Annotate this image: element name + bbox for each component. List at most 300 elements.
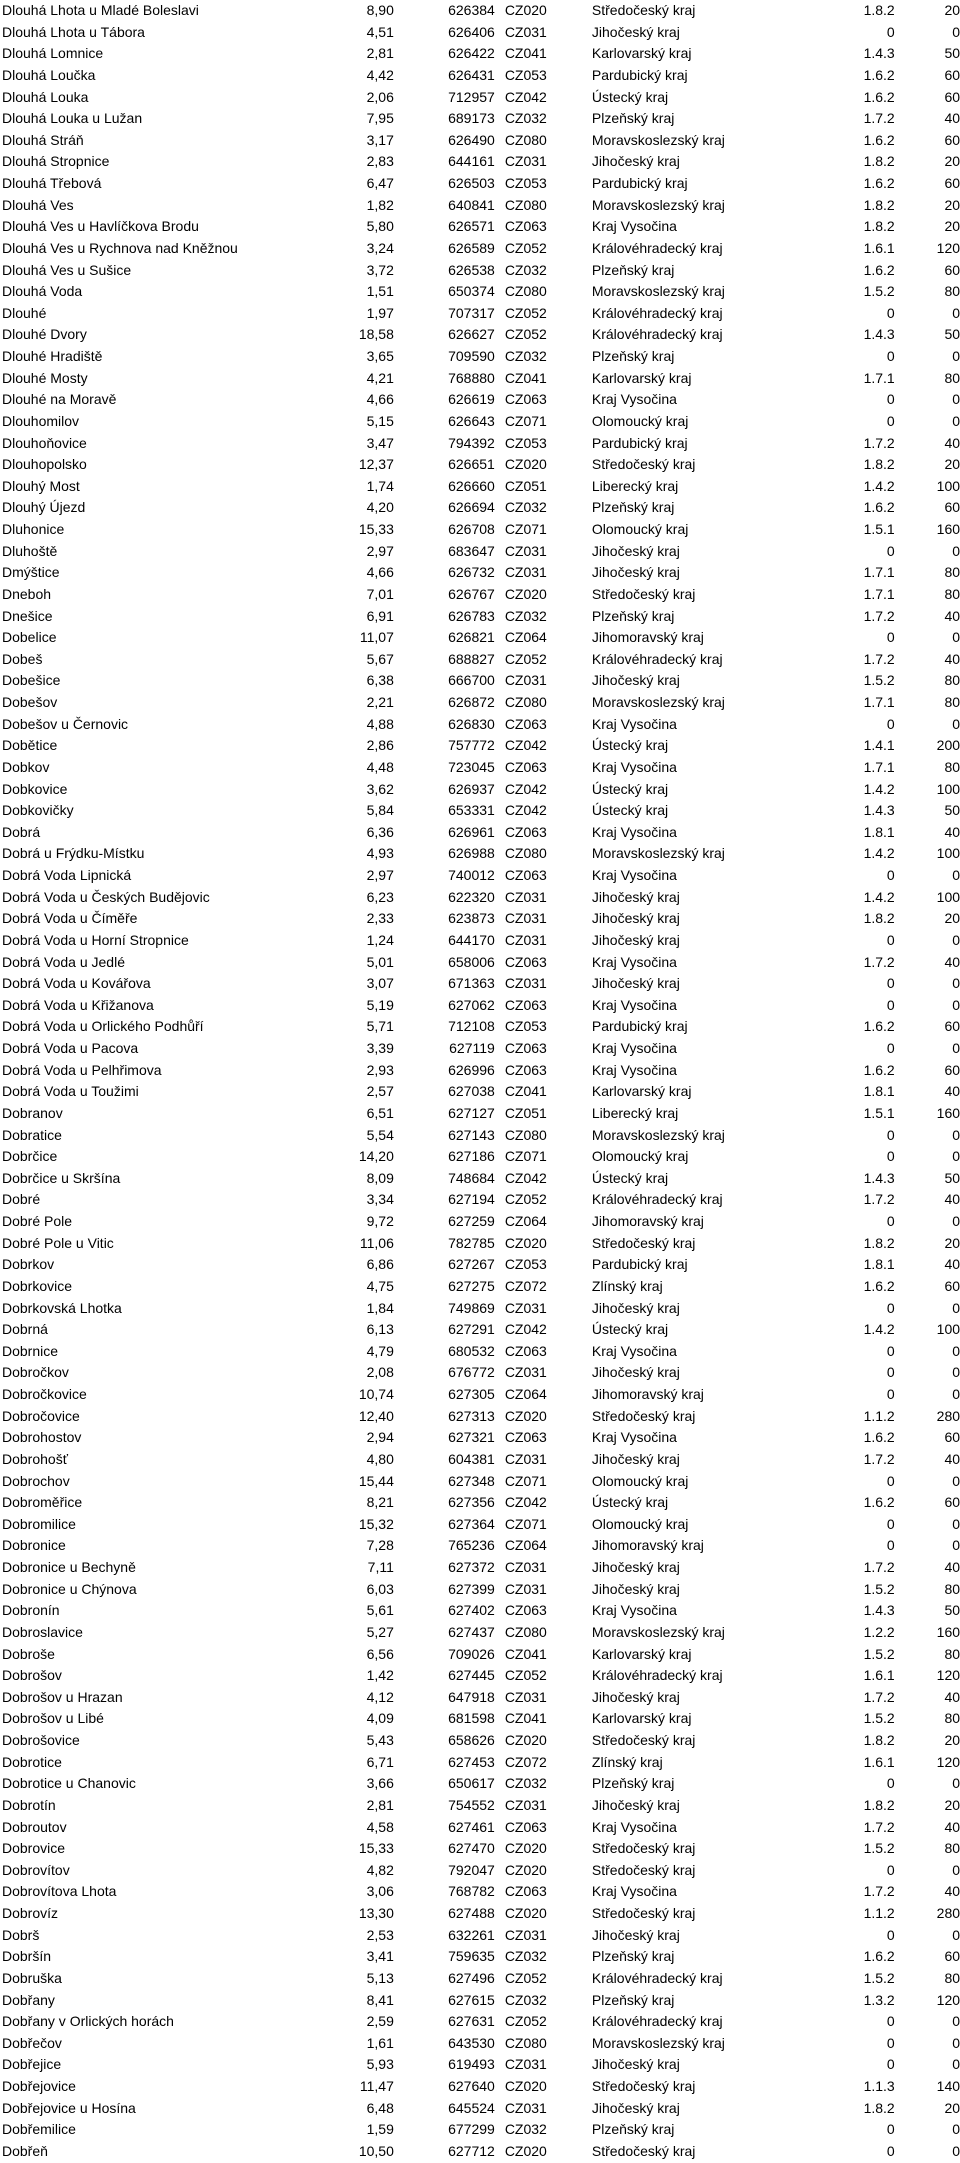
region-name-cell: Královéhradecký kraj xyxy=(591,2013,723,2030)
region-name-cell: Kraj Vysočina xyxy=(591,1602,677,1619)
cadastral-name-cell: Dobrotín xyxy=(2,1796,56,1813)
category-code-cell: 1.6.2 xyxy=(863,1061,895,1078)
cadastral-code-cell: 626783 xyxy=(448,607,495,624)
area-value-cell: 4,79 xyxy=(366,1342,394,1359)
cadastral-code-cell: 626627 xyxy=(448,326,495,343)
rate-value-cell: 100 xyxy=(936,1321,960,1338)
area-value-cell: 12,37 xyxy=(358,456,394,473)
region-name-cell: Ústecký kraj xyxy=(591,802,669,819)
table-row xyxy=(0,2119,960,2141)
category-code-cell: 0 xyxy=(886,2013,895,2030)
category-code-cell: 1.7.2 xyxy=(863,110,895,127)
area-value-cell: 2,83 xyxy=(366,153,394,170)
rate-value-cell: 40 xyxy=(944,823,960,840)
region-code-cell: CZ080 xyxy=(504,1126,547,1143)
region-name-cell: Moravskoslezský kraj xyxy=(591,845,725,862)
region-code-cell: CZ063 xyxy=(504,1883,547,1900)
area-value-cell: 4,82 xyxy=(366,1861,394,1878)
rate-value-cell: 20 xyxy=(944,1732,960,1748)
category-code-cell: 1.7.1 xyxy=(863,369,895,386)
cadastral-code-cell: 627062 xyxy=(448,996,495,1013)
region-name-cell: Liberecký kraj xyxy=(591,1104,679,1121)
cadastral-name-cell: Dobřečov xyxy=(2,2034,62,2051)
cadastral-code-cell: 757772 xyxy=(448,737,495,754)
rate-value-cell: 80 xyxy=(944,1645,960,1662)
category-code-cell: 1.4.2 xyxy=(863,780,895,797)
region-code-cell: CZ032 xyxy=(504,110,547,127)
rate-value-cell: 0 xyxy=(952,2056,960,2073)
rate-value-cell: 0 xyxy=(952,2013,960,2030)
cadastral-name-cell: Dobrá xyxy=(2,823,41,840)
region-name-cell: Královéhradecký kraj xyxy=(591,1969,723,1986)
region-code-cell: CZ080 xyxy=(504,845,547,862)
region-name-cell: Plzeňský kraj xyxy=(591,499,675,516)
region-name-cell: Kraj Vysočina xyxy=(591,1818,677,1835)
region-code-cell: CZ053 xyxy=(504,1018,547,1035)
cadastral-name-cell: Dobrošovice xyxy=(2,1732,80,1748)
rate-value-cell: 0 xyxy=(952,1364,960,1381)
table-row xyxy=(0,1341,960,1363)
category-code-cell: 0 xyxy=(886,542,895,559)
cadastral-name-cell: Dlouhý Újezd xyxy=(2,499,86,516)
table-row xyxy=(0,1103,960,1125)
region-code-cell: CZ064 xyxy=(504,1213,547,1229)
category-code-cell: 1.5.2 xyxy=(863,672,895,689)
rate-value-cell: 50 xyxy=(944,326,960,343)
region-name-cell: Ústecký kraj xyxy=(591,1169,669,1186)
cadastral-name-cell: Dobřejovice u Hosína xyxy=(2,2099,136,2116)
region-code-cell: CZ080 xyxy=(504,694,547,710)
cadastral-name-cell: Dobromilice xyxy=(2,1515,76,1532)
region-code-cell: CZ042 xyxy=(504,1169,547,1186)
region-name-cell: Středočeský kraj xyxy=(591,585,696,602)
area-value-cell: 4,88 xyxy=(366,715,394,732)
area-value-cell: 1,42 xyxy=(366,1667,394,1684)
region-name-cell: Pardubický kraj xyxy=(591,175,688,191)
cadastral-name-cell: Dobrá u Frýdku-Místku xyxy=(2,845,145,862)
area-value-cell: 1,61 xyxy=(366,2034,394,2051)
rate-value-cell: 100 xyxy=(936,845,960,862)
rate-value-cell: 0 xyxy=(952,1342,960,1359)
area-value-cell: 4,42 xyxy=(366,66,394,83)
table-row xyxy=(0,1881,960,1903)
region-name-cell: Jihočeský kraj xyxy=(591,1926,680,1943)
rate-value-cell: 0 xyxy=(952,2142,960,2159)
category-code-cell: 1.8.2 xyxy=(863,1732,895,1748)
table-row xyxy=(0,0,960,22)
area-value-cell: 14,20 xyxy=(358,1148,394,1165)
region-name-cell: Jihomoravský kraj xyxy=(591,1537,704,1554)
rate-value-cell: 0 xyxy=(952,2034,960,2051)
region-code-cell: CZ041 xyxy=(504,1645,547,1662)
region-code-cell: CZ064 xyxy=(504,629,547,646)
table-row xyxy=(0,843,960,865)
table-row xyxy=(0,1146,960,1168)
rate-value-cell: 40 xyxy=(944,1883,960,1900)
region-name-cell: Středočeský kraj xyxy=(591,456,696,473)
region-code-cell: CZ052 xyxy=(504,304,547,321)
rate-value-cell: 0 xyxy=(952,1537,960,1554)
cadastral-name-cell: Dobrnice xyxy=(2,1342,59,1359)
area-value-cell: 3,34 xyxy=(366,1191,394,1208)
region-code-cell: CZ071 xyxy=(504,1148,547,1165)
rate-value-cell: 40 xyxy=(944,1191,960,1208)
cadastral-name-cell: Dobrohošť xyxy=(2,1450,68,1467)
table-row xyxy=(0,1925,960,1947)
rate-value-cell: 120 xyxy=(936,1753,960,1770)
cadastral-name-cell: Dobešov xyxy=(2,694,58,710)
rate-value-cell: 40 xyxy=(944,650,960,667)
region-name-cell: Karlovarský kraj xyxy=(591,45,692,62)
category-code-cell: 0 xyxy=(886,412,895,429)
area-value-cell: 3,47 xyxy=(366,434,394,451)
area-value-cell: 2,08 xyxy=(366,1364,394,1381)
table-row xyxy=(0,1535,960,1557)
region-name-cell: Moravskoslezský kraj xyxy=(591,1126,725,1143)
region-code-cell: CZ032 xyxy=(504,261,547,278)
region-name-cell: Jihočeský kraj xyxy=(591,931,680,948)
category-code-cell: 1.7.2 xyxy=(863,1688,895,1705)
region-code-cell: CZ080 xyxy=(504,1623,547,1640)
table-row xyxy=(0,1514,960,1536)
region-code-cell: CZ041 xyxy=(504,369,547,386)
area-value-cell: 6,38 xyxy=(366,672,394,689)
category-code-cell: 1.5.2 xyxy=(863,1580,895,1597)
region-name-cell: Zlínský kraj xyxy=(591,1753,663,1770)
cadastral-name-cell: Dobrkovice xyxy=(2,1277,73,1294)
cadastral-name-cell: Dobronice xyxy=(2,1537,66,1554)
cadastral-code-cell: 650617 xyxy=(448,1775,495,1792)
cadastral-code-cell: 658006 xyxy=(448,953,495,970)
cadastral-code-cell: 627470 xyxy=(448,1840,495,1857)
cadastral-code-cell: 627305 xyxy=(448,1386,495,1402)
category-code-cell: 1.8.2 xyxy=(863,2099,895,2116)
region-name-cell: Jihočeský kraj xyxy=(591,1299,680,1316)
cadastral-code-cell: 627321 xyxy=(448,1429,495,1446)
rate-value-cell: 160 xyxy=(936,1104,960,1121)
cadastral-name-cell: Dobrš xyxy=(2,1926,40,1943)
region-name-cell: Pardubický kraj xyxy=(591,434,688,451)
table-row xyxy=(0,973,960,995)
rate-value-cell: 0 xyxy=(952,1040,960,1056)
cadastral-name-cell: Dobrohostov xyxy=(2,1429,82,1446)
region-name-cell: Jihočeský kraj xyxy=(591,1450,680,1467)
table-row xyxy=(0,1579,960,1601)
rate-value-cell: 0 xyxy=(952,996,960,1013)
area-value-cell: 3,65 xyxy=(366,348,394,364)
region-code-cell: CZ020 xyxy=(504,2,547,18)
region-name-cell: Karlovarský kraj xyxy=(591,1645,692,1662)
cadastral-code-cell: 647918 xyxy=(448,1688,495,1705)
region-code-cell: CZ063 xyxy=(504,1061,547,1078)
area-value-cell: 2,81 xyxy=(366,1796,394,1813)
category-code-cell: 1.8.1 xyxy=(863,1083,895,1100)
cadastral-code-cell: 626996 xyxy=(448,1061,495,1078)
cadastral-name-cell: Dobroutov xyxy=(2,1818,67,1835)
cadastral-code-cell: 723045 xyxy=(448,758,495,775)
rate-value-cell: 20 xyxy=(944,218,960,235)
rate-value-cell: 0 xyxy=(952,931,960,948)
table-row xyxy=(0,346,960,368)
cadastral-name-cell: Dlouhá Ves u Rychnova nad Kněžnou xyxy=(2,239,238,256)
table-row xyxy=(0,1946,960,1968)
region-name-cell: Kraj Vysočina xyxy=(591,391,677,408)
region-code-cell: CZ071 xyxy=(504,1472,547,1489)
area-value-cell: 2,33 xyxy=(366,910,394,927)
table-row xyxy=(0,1168,960,1190)
rate-value-cell: 0 xyxy=(952,1126,960,1143)
area-value-cell: 2,93 xyxy=(366,1061,394,1078)
cadastral-code-cell: 644170 xyxy=(448,931,495,948)
region-code-cell: CZ031 xyxy=(504,1926,547,1943)
category-code-cell: 1.8.2 xyxy=(863,218,895,235)
table-row xyxy=(0,865,960,887)
region-name-cell: Plzeňský kraj xyxy=(591,110,675,127)
rate-value-cell: 0 xyxy=(952,1861,960,1878)
rate-value-cell: 80 xyxy=(944,672,960,689)
table-row xyxy=(0,1990,960,2012)
category-code-cell: 1.8.2 xyxy=(863,2,895,18)
cadastral-name-cell: Dobrá Voda u Křižanova xyxy=(2,996,154,1013)
table-row xyxy=(0,1968,960,1990)
area-value-cell: 7,11 xyxy=(367,1559,394,1575)
area-value-cell: 3,62 xyxy=(366,780,394,797)
rate-value-cell: 40 xyxy=(944,1688,960,1705)
table-row xyxy=(0,433,960,455)
region-name-cell: Plzeňský kraj xyxy=(591,1991,675,2008)
cadastral-code-cell: 627399 xyxy=(448,1580,495,1597)
region-name-cell: Ústecký kraj xyxy=(591,88,669,105)
area-value-cell: 5,27 xyxy=(366,1623,394,1640)
category-code-cell: 1.8.2 xyxy=(863,1796,895,1813)
table-row xyxy=(0,1903,960,1925)
cadastral-name-cell: Dlouhé na Moravě xyxy=(2,391,117,408)
region-name-cell: Královéhradecký kraj xyxy=(591,326,723,343)
category-code-cell: 0 xyxy=(886,715,895,732)
cadastral-name-cell: Dobeš xyxy=(2,650,43,667)
cadastral-name-cell: Dobřemilice xyxy=(2,2121,76,2138)
cadastral-name-cell: Dobrá Voda u Kovářova xyxy=(2,975,151,992)
rate-value-cell: 0 xyxy=(952,348,960,364)
cadastral-name-cell: Dlouhá Třebová xyxy=(2,175,102,191)
table-row xyxy=(0,1081,960,1103)
region-name-cell: Středočeský kraj xyxy=(591,1407,696,1424)
region-name-cell: Středočeský kraj xyxy=(591,2,696,18)
cadastral-name-cell: Dlouhá Louka xyxy=(2,88,89,105)
rate-value-cell: 0 xyxy=(952,629,960,646)
area-value-cell: 6,51 xyxy=(366,1104,394,1121)
cadastral-code-cell: 626708 xyxy=(448,521,495,537)
region-code-cell: CZ032 xyxy=(504,1991,547,2008)
area-value-cell: 9,72 xyxy=(366,1213,394,1229)
region-name-cell: Jihomoravský kraj xyxy=(591,1386,704,1402)
table-row xyxy=(0,670,960,692)
category-code-cell: 1.4.1 xyxy=(863,737,895,754)
category-code-cell: 0 xyxy=(886,996,895,1013)
category-code-cell: 0 xyxy=(886,1861,895,1878)
region-code-cell: CZ042 xyxy=(504,1494,547,1511)
table-row xyxy=(0,627,960,649)
cadastral-name-cell: Dlouhoňovice xyxy=(2,434,87,451)
table-row xyxy=(0,1384,960,1406)
cadastral-name-cell: Dobrá Voda Lipnická xyxy=(2,867,132,883)
category-code-cell: 1.5.1 xyxy=(863,1104,895,1121)
region-name-cell: Pardubický kraj xyxy=(591,1018,688,1035)
region-name-cell: Ústecký kraj xyxy=(591,1494,669,1511)
region-code-cell: CZ051 xyxy=(504,1104,547,1121)
region-code-cell: CZ063 xyxy=(504,1429,547,1446)
cadastral-name-cell: Dobršín xyxy=(2,1948,52,1965)
area-value-cell: 3,24 xyxy=(366,239,394,256)
area-value-cell: 8,09 xyxy=(366,1169,394,1186)
table-row xyxy=(0,1838,960,1860)
region-code-cell: CZ042 xyxy=(504,737,547,754)
category-code-cell: 1.6.1 xyxy=(863,239,895,256)
table-row xyxy=(0,584,960,606)
region-code-cell: CZ063 xyxy=(504,218,547,235)
region-code-cell: CZ063 xyxy=(504,1602,547,1619)
rate-value-cell: 100 xyxy=(936,780,960,797)
cadastral-code-cell: 645524 xyxy=(448,2099,495,2116)
table-row xyxy=(0,757,960,779)
region-name-cell: Jihočeský kraj xyxy=(591,564,680,581)
rate-value-cell: 50 xyxy=(944,802,960,819)
region-code-cell: CZ031 xyxy=(504,910,547,927)
cadastral-code-cell: 626660 xyxy=(448,477,495,494)
table-row xyxy=(0,476,960,498)
cadastral-code-cell: 626384 xyxy=(448,2,495,18)
area-value-cell: 1,59 xyxy=(366,2121,394,2138)
cadastral-name-cell: Dobrošov u Hrazan xyxy=(2,1688,123,1705)
category-code-cell: 0 xyxy=(886,1537,895,1554)
cadastral-code-cell: 626830 xyxy=(448,715,495,732)
region-code-cell: CZ031 xyxy=(504,1688,547,1705)
region-name-cell: Moravskoslezský kraj xyxy=(591,2034,725,2051)
category-code-cell: 1.4.3 xyxy=(863,1169,895,1186)
cadastral-code-cell: 712957 xyxy=(448,88,495,105)
area-value-cell: 2,86 xyxy=(366,737,394,754)
region-name-cell: Kraj Vysočina xyxy=(591,1061,677,1078)
rate-value-cell: 0 xyxy=(952,2121,960,2138)
cadastral-code-cell: 666700 xyxy=(448,672,495,689)
cadastral-code-cell: 627631 xyxy=(448,2013,495,2030)
table-row xyxy=(0,1362,960,1384)
region-name-cell: Plzeňský kraj xyxy=(591,2121,675,2138)
rate-value-cell: 40 xyxy=(944,1559,960,1575)
table-row xyxy=(0,800,960,822)
category-code-cell: 1.4.3 xyxy=(863,802,895,819)
cadastral-name-cell: Dnešice xyxy=(2,607,53,624)
cadastral-code-cell: 626872 xyxy=(448,694,495,710)
region-name-cell: Karlovarský kraj xyxy=(591,1083,692,1100)
area-value-cell: 3,17 xyxy=(366,131,394,148)
category-code-cell: 1.5.2 xyxy=(863,1840,895,1857)
table-row xyxy=(0,1600,960,1622)
rate-value-cell: 0 xyxy=(952,1299,960,1316)
cadastral-code-cell: 712108 xyxy=(448,1018,495,1035)
cadastral-name-cell: Dobřejovice xyxy=(2,2078,76,2094)
area-value-cell: 4,66 xyxy=(366,391,394,408)
cadastral-code-cell: 626694 xyxy=(448,499,495,516)
table-row xyxy=(0,1492,960,1514)
cadastral-code-cell: 627194 xyxy=(448,1191,495,1208)
region-code-cell: CZ020 xyxy=(504,2142,547,2159)
table-row xyxy=(0,216,960,238)
category-code-cell: 1.4.2 xyxy=(863,477,895,494)
category-code-cell: 0 xyxy=(886,1213,895,1229)
area-value-cell: 6,03 xyxy=(366,1580,394,1597)
table-row xyxy=(0,1276,960,1298)
area-value-cell: 15,33 xyxy=(358,521,394,537)
area-value-cell: 6,47 xyxy=(366,175,394,191)
region-name-cell: Jihočeský kraj xyxy=(591,2099,680,2116)
table-row xyxy=(0,497,960,519)
rate-value-cell: 40 xyxy=(944,953,960,970)
region-name-cell: Liberecký kraj xyxy=(591,477,679,494)
cadastral-name-cell: Dobrá Voda u Toužimi xyxy=(2,1083,139,1100)
cadastral-name-cell: Dlouhopolsko xyxy=(2,456,87,473)
region-code-cell: CZ051 xyxy=(504,477,547,494)
cadastral-code-cell: 650374 xyxy=(448,283,495,300)
cadastral-name-cell: Dobronín xyxy=(2,1602,60,1619)
area-value-cell: 15,32 xyxy=(358,1515,394,1532)
cadastral-code-cell: 643530 xyxy=(448,2034,495,2051)
category-code-cell: 0 xyxy=(886,2056,895,2073)
cadastral-code-cell: 627372 xyxy=(448,1559,495,1575)
category-code-cell: 1.4.2 xyxy=(863,845,895,862)
category-code-cell: 1.6.2 xyxy=(863,499,895,516)
cadastral-code-cell: 627291 xyxy=(448,1321,495,1338)
rate-value-cell: 40 xyxy=(944,1083,960,1100)
table-row xyxy=(0,952,960,974)
region-code-cell: CZ052 xyxy=(504,1969,547,1986)
rate-value-cell: 0 xyxy=(952,975,960,992)
region-code-cell: CZ063 xyxy=(504,758,547,775)
region-name-cell: Královéhradecký kraj xyxy=(591,239,723,256)
area-value-cell: 5,84 xyxy=(366,802,394,819)
category-code-cell: 1.6.2 xyxy=(863,261,895,278)
table-row xyxy=(0,1189,960,1211)
cadastral-code-cell: 626643 xyxy=(448,412,495,429)
region-code-cell: CZ041 xyxy=(504,1083,547,1100)
rate-value-cell: 60 xyxy=(944,66,960,83)
region-code-cell: CZ063 xyxy=(504,1342,547,1359)
cadastral-code-cell: 627488 xyxy=(448,1905,495,1921)
category-code-cell: 1.7.1 xyxy=(863,694,895,710)
region-name-cell: Středočeský kraj xyxy=(591,1234,696,1251)
region-code-cell: CZ063 xyxy=(504,1818,547,1835)
table-row xyxy=(0,65,960,87)
table-row xyxy=(0,324,960,346)
cadastral-name-cell: Dobrná xyxy=(2,1321,48,1338)
region-name-cell: Plzeňský kraj xyxy=(591,1948,675,1965)
cadastral-code-cell: 626571 xyxy=(448,218,495,235)
cadastral-code-cell: 627267 xyxy=(448,1256,495,1273)
area-value-cell: 4,80 xyxy=(366,1450,394,1467)
region-name-cell: Plzeňský kraj xyxy=(591,1775,675,1792)
region-code-cell: CZ020 xyxy=(504,1732,547,1748)
area-value-cell: 11,07 xyxy=(359,629,394,646)
rate-value-cell: 20 xyxy=(944,153,960,170)
area-value-cell: 4,21 xyxy=(366,369,394,386)
rate-value-cell: 120 xyxy=(936,239,960,256)
category-code-cell: 0 xyxy=(886,1126,895,1143)
rate-value-cell: 20 xyxy=(944,2099,960,2116)
cadastral-name-cell: Dobroslavice xyxy=(2,1623,83,1640)
cadastral-code-cell: 626406 xyxy=(448,23,495,40)
table-row xyxy=(0,692,960,714)
region-code-cell: CZ063 xyxy=(504,823,547,840)
